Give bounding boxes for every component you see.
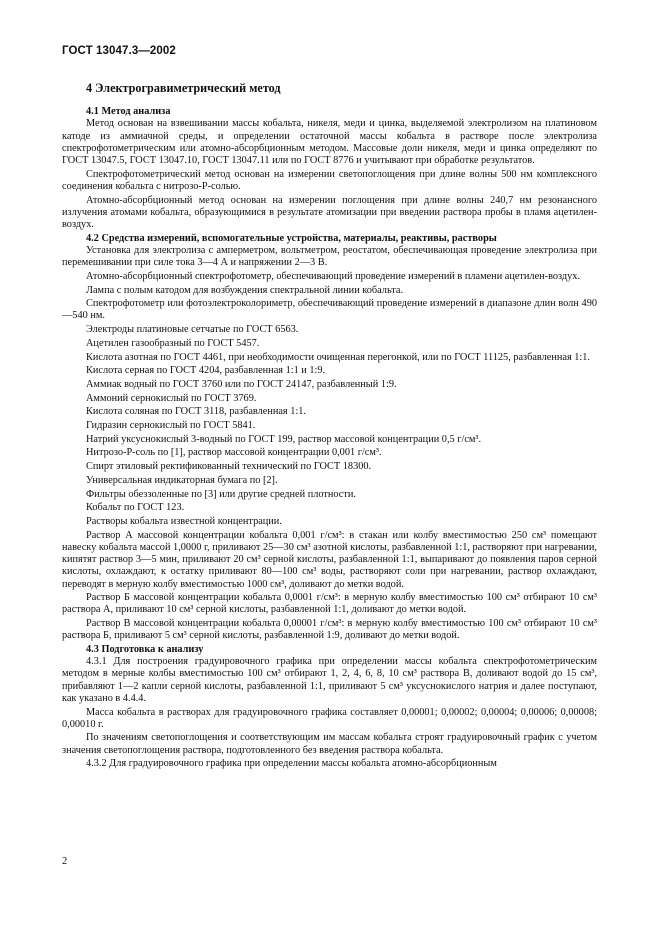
paragraph: Кислота соляная по ГОСТ 3118, разбавленная 1:1. [86,406,306,418]
paragraph: Электроды платиновые сетчатые по ГОСТ 6563. [86,324,299,336]
paragraph: Атомно-абсорбционный метод основан на измерении поглощения при длине волны 240,7 нм резонансного излучения атомами кобальта, образующимися в результате атомизации при введении раствора пробы в пламя ацетилен-воздух. [62,194,597,231]
document-code: ГОСТ 13047.3—2002 [62,45,176,57]
paragraph: Аммоний сернокислый по ГОСТ 3769. [86,392,257,404]
paragraph: Установка для электролиза с амперметром, вольтметром, реостатом, обеспечивающая проведение электролиза при перемешивании при силе тока 3—4 А и напряжении 2—3 В. [62,244,597,269]
paragraph: Раствор В массовой концентрации кобальта 0,00001 г/см³: в мерную колбу вместимостью 100 см³ отбирают 10 см³ раствора Б, приливают 5 см³ серной кислоты, разбавленной 1:9, доливают до метки водой. [62,618,597,642]
paragraph: Метод основан на взвешивании массы кобальта, никеля, меди и цинка, выделяемой электролизом на платиновом катоде из аммиачной среды, и определении остаточной массы кобальта в растворе после электролиза спектрофотометрическим или атомно-абсорбционным методом. Массовые доли никеля, меди и цинка определяют по ГОСТ 13047.5, ГОСТ 13047.10, ГОСТ 13047.11 или по ГОСТ 8776 и учитывают при обработке результатов. [62,118,597,167]
paragraph: Аммиак водный по ГОСТ 3760 или по ГОСТ 24147, разбавленный 1:9. [86,378,397,390]
document-body [62,82,597,772]
paragraph: Фильтры обеззоленные по [3] или другие средней плотности. [86,488,356,500]
subsection-title: 4.3 Подготовка к анализу [86,644,204,656]
paragraph: По значениям светопоглощения и соответствующим им массам кобальта строят градуировочный график с учетом значения светопоглощения раствора, подготовленного без введения раствора кобальта. [62,732,597,756]
paragraph: Кобальт по ГОСТ 123. [86,502,185,514]
paragraph: Спектрофотометр или фотоэлектроколориметр, обеспечивающий проведение измерений в диапазоне длин волн 490—540 нм. [62,298,597,322]
paragraph: 4.3.1 Для построения градуировочного графика при определении массы кобальта спектрофотометрическим методом в мерные колбы вместимостью 100 см³ отбирают 1, 2, 4, 6, 8, 10 см³ раствора В, доливают водой до 15 см³, прибавляют 1—2 капли серной кислоты, разбавленной 1:1, приливают 5 см³ уксуснокислого натрия и далее поступают, как указано в 4.4.4. [62,656,597,704]
paragraph: Лампа с полым катодом для возбуждения спектральной линии кобальта. [86,284,404,296]
page-number: 2 [62,856,68,867]
paragraph: Гидразин сернокислый по ГОСТ 5841. [86,420,256,432]
paragraph: Атомно-абсорбционный спектрофотометр, обеспечивающий проведение измерений в пламени ацетилен-воздух. [86,270,581,282]
paragraph: Спирт этиловый ректификованный технический по ГОСТ 18300. [86,461,372,473]
paragraph: 4.3.2 Для градуировочного графика при определении массы кобальта атомно-абсорбционным [86,758,497,770]
paragraph: Нитрозо-Р-соль по [1], раствор массовой концентрации 0,001 г/см³. [86,447,382,459]
paragraph: Ацетилен газообразный по ГОСТ 5457. [86,337,260,349]
paragraph: Растворы кобальта известной концентрации. [86,516,282,527]
paragraph: Универсальная индикаторная бумага по [2]. [86,474,278,486]
subsection-title: 4.2 Средства измерений, вспомогательные устройства, материалы, реактивы, растворы [86,232,497,244]
paragraph: Натрий уксуснокислый 3-водный по ГОСТ 199, раствор массовой концентрации 0,5 г/см³. [86,433,482,445]
paragraph: Кислота серная по ГОСТ 4204, разбавленная 1:1 и 1:9. [86,365,326,377]
section-title: 4 Электрогравиметрический метод [86,81,281,95]
paragraph: Раствор А массовой концентрации кобальта 0,001 г/см³: в стакан или колбу вместимостью 250 см³ помещают навеску кобальта массой 1,0000 г, приливают 25—30 см³ азотной кислоты, разбавленной 1:1, растворяют при нагревании, кипятят раствор 3—5 мин, приливают 20 см³ серной кислоты, разбавленной 1:1, выпаривают до появления паров серной кислоты, охлаждают, к остатку приливают 80—100 см³ воды, растворяют соли при нагревании, раствор охлаждают, переводят в мерную колбу вместимостью 1000 см³, доливают до метки водой. [62,529,597,590]
paragraph: Масса кобальта в растворах для градуировочного графика составляет 0,00001; 0,00002; 0,00004; 0,00006; 0,00008; 0,00010 г. [62,706,597,730]
paragraph: Кислота азотная по ГОСТ 4461, при необходимости очищенная перегонкой, или по ГОСТ 11125, разбавленная 1:1. [86,351,590,363]
paragraph: Раствор Б массовой концентрации кобальта 0,0001 г/см³: в мерную колбу вместимостью 100 см³ отбирают 10 см³ раствора А, приливают 10 см³ серной кислоты, разбавленной 1:1, доливают до метки водой. [62,592,597,616]
subsection-title: 4.1 Метод анализа [86,106,171,118]
paragraph: Спектрофотометрический метод основан на измерении светопоглощения при длине волны 500 нм комплексного соединения кобальта с нитрозо-Р-солью. [62,168,597,192]
